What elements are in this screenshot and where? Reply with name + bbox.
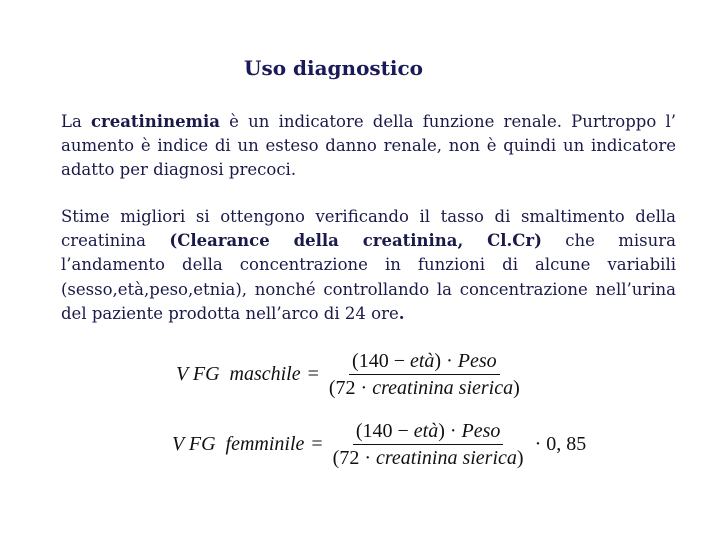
formula-male-denominator bbox=[326, 375, 523, 401]
formula-female-lhs: V FG femminile bbox=[172, 433, 305, 455]
formula-female-den-a: (72 · bbox=[332, 447, 376, 469]
formula-female-equals: = bbox=[311, 433, 323, 455]
paragraph2-bold: (Clearance della creatinina, Cl.Cr) bbox=[169, 231, 542, 251]
formula-male-equals: = bbox=[307, 363, 319, 385]
paragraph2-prefix: Stime migliori si ottengono verificando il tasso di smaltimento della creatinina bbox=[61, 207, 676, 251]
paragraph-clearance bbox=[61, 205, 676, 326]
formula-male-den-b: creatinina sierica bbox=[372, 377, 514, 399]
formula-female-num-d: Peso bbox=[461, 420, 501, 442]
formula-male-den-a: (72 · bbox=[328, 377, 373, 399]
formula-female-factor: · 0, 85 bbox=[534, 433, 587, 455]
formula-female-denominator bbox=[330, 445, 527, 471]
formula-female-fraction bbox=[330, 418, 527, 471]
paragraph-creatininemia bbox=[61, 110, 676, 183]
formula-vfg-male bbox=[176, 348, 523, 401]
formula-male-numerator bbox=[349, 348, 500, 375]
paragraph2-end: . bbox=[398, 303, 405, 323]
formula-female-den-b: creatinina sierica bbox=[376, 447, 517, 469]
paragraph1-bold: creatininemia bbox=[90, 112, 220, 131]
formula-male-den-c: ) bbox=[513, 377, 520, 399]
formula-female-num-c: ) · bbox=[438, 420, 462, 442]
paragraph1-rest: è un indicatore della funzione renale. Purtroppo l’ aumento è indice di un esteso danno renale, non è quindi un indicatore adatto per diagnosi precoci. bbox=[61, 112, 676, 180]
formula-male-num-b: età bbox=[409, 350, 435, 372]
formula-male-lhs: V FG maschile bbox=[176, 363, 301, 385]
formula-female-numerator bbox=[353, 418, 504, 445]
formula-male-num-c: ) · bbox=[434, 350, 458, 372]
formula-male-num-d: Peso bbox=[457, 350, 497, 372]
formula-vfg-female bbox=[172, 418, 586, 471]
formula-male-fraction bbox=[326, 348, 523, 401]
formula-female-num-a: (140 − bbox=[355, 420, 414, 442]
paragraph1-prefix: La bbox=[61, 112, 91, 131]
paragraph2-rest: che misura l’andamento della concentrazione in funzioni di alcune variabili (sesso,età,peso,etnia), nonché controllando la concentrazione nell’urina del paziente prodotta nell’arco di 24 ore bbox=[61, 231, 676, 323]
formula-female-den-c: ) bbox=[516, 447, 524, 469]
formula-male-num-a: (140 − bbox=[352, 350, 410, 372]
formula-female-num-b: età bbox=[413, 420, 439, 442]
slide-title: Uso diagnostico bbox=[244, 56, 424, 80]
